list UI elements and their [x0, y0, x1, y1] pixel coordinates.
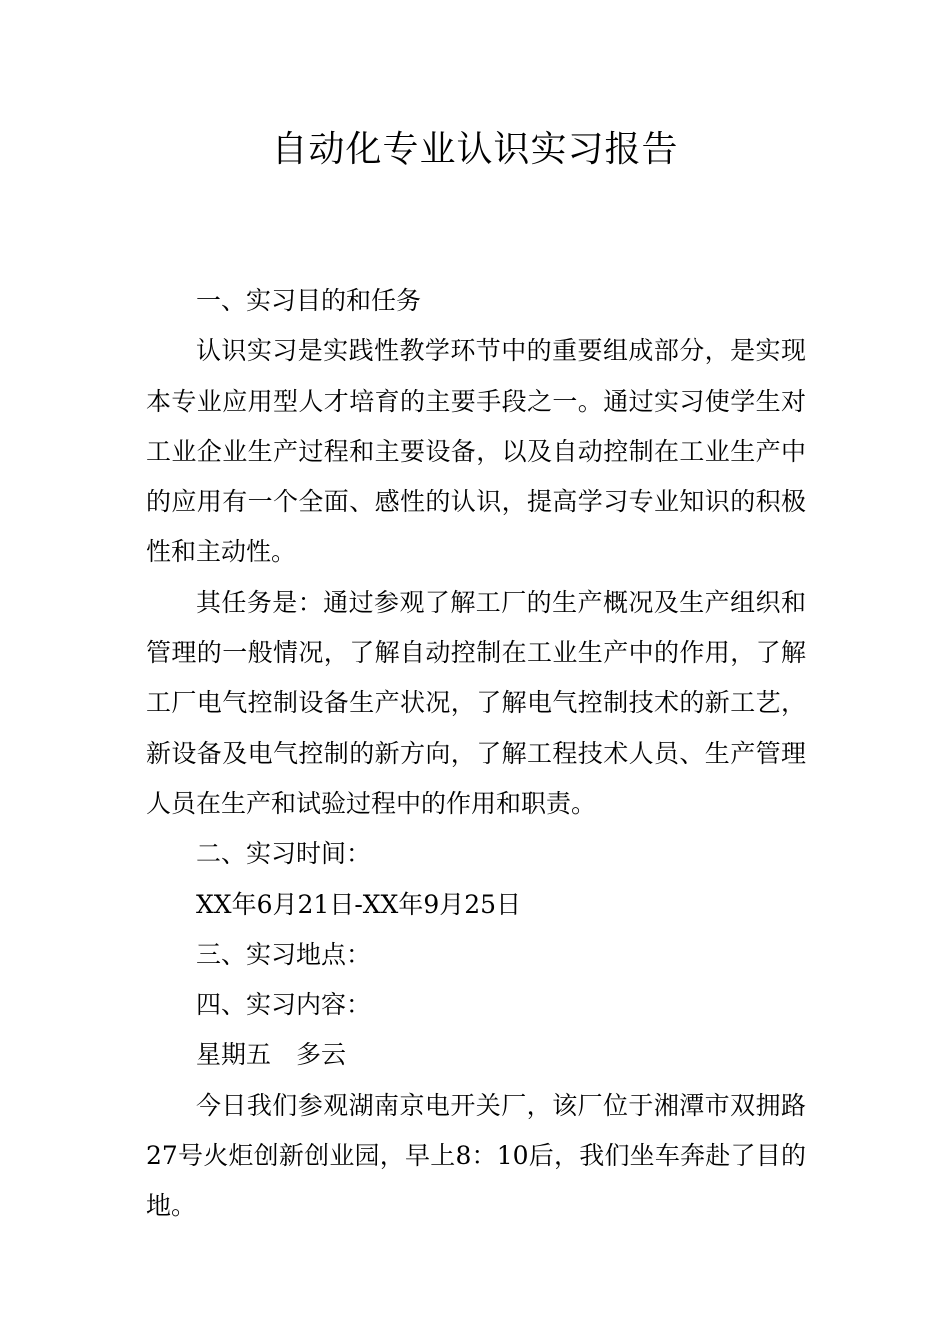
internship-dates: XX年6月21日-XX年9月25日 [196, 889, 522, 919]
paragraph-tasks: 其任务是：通过参观了解工厂的生产概况及生产组织和管理的一般情况，了解自动控制在工业生产中的作用，了解工厂电气控制设备生产状况，了解电气控制技术的新工艺，新设备及电气控制的新方向，了解工程技术人员、生产管理人员在生产和试验过程中的作用和职责。 [146, 587, 806, 818]
document-body [146, 276, 806, 1232]
paragraph-visit: 今日我们参观湖南京电开关厂，该厂位于湘潭市双拥路27号火炬创新创业园，早上8：10后，我们坐车奔赴了目的地。 [146, 1090, 806, 1221]
paragraph-purpose: 认识实习是实践性教学环节中的重要组成部分，是实现本专业应用型人才培育的主要手段之一。通过实习使学生对工业企业生产过程和主要设备，以及自动控制在工业生产中的应用有一个全面、感性的认识，提高学习专业知识的积极性和主动性。 [146, 336, 806, 567]
day-weather-line: 星期五 多云 [196, 1040, 347, 1070]
document-title: 自动化专业认识实习报告 [271, 129, 679, 170]
section-heading-content: 四、实习内容： [196, 990, 372, 1020]
section-heading-time: 二、实习时间： [196, 839, 372, 869]
section-heading-location: 三、实习地点： [196, 939, 372, 969]
section-heading-purpose: 一、实习目的和任务 [196, 286, 422, 315]
